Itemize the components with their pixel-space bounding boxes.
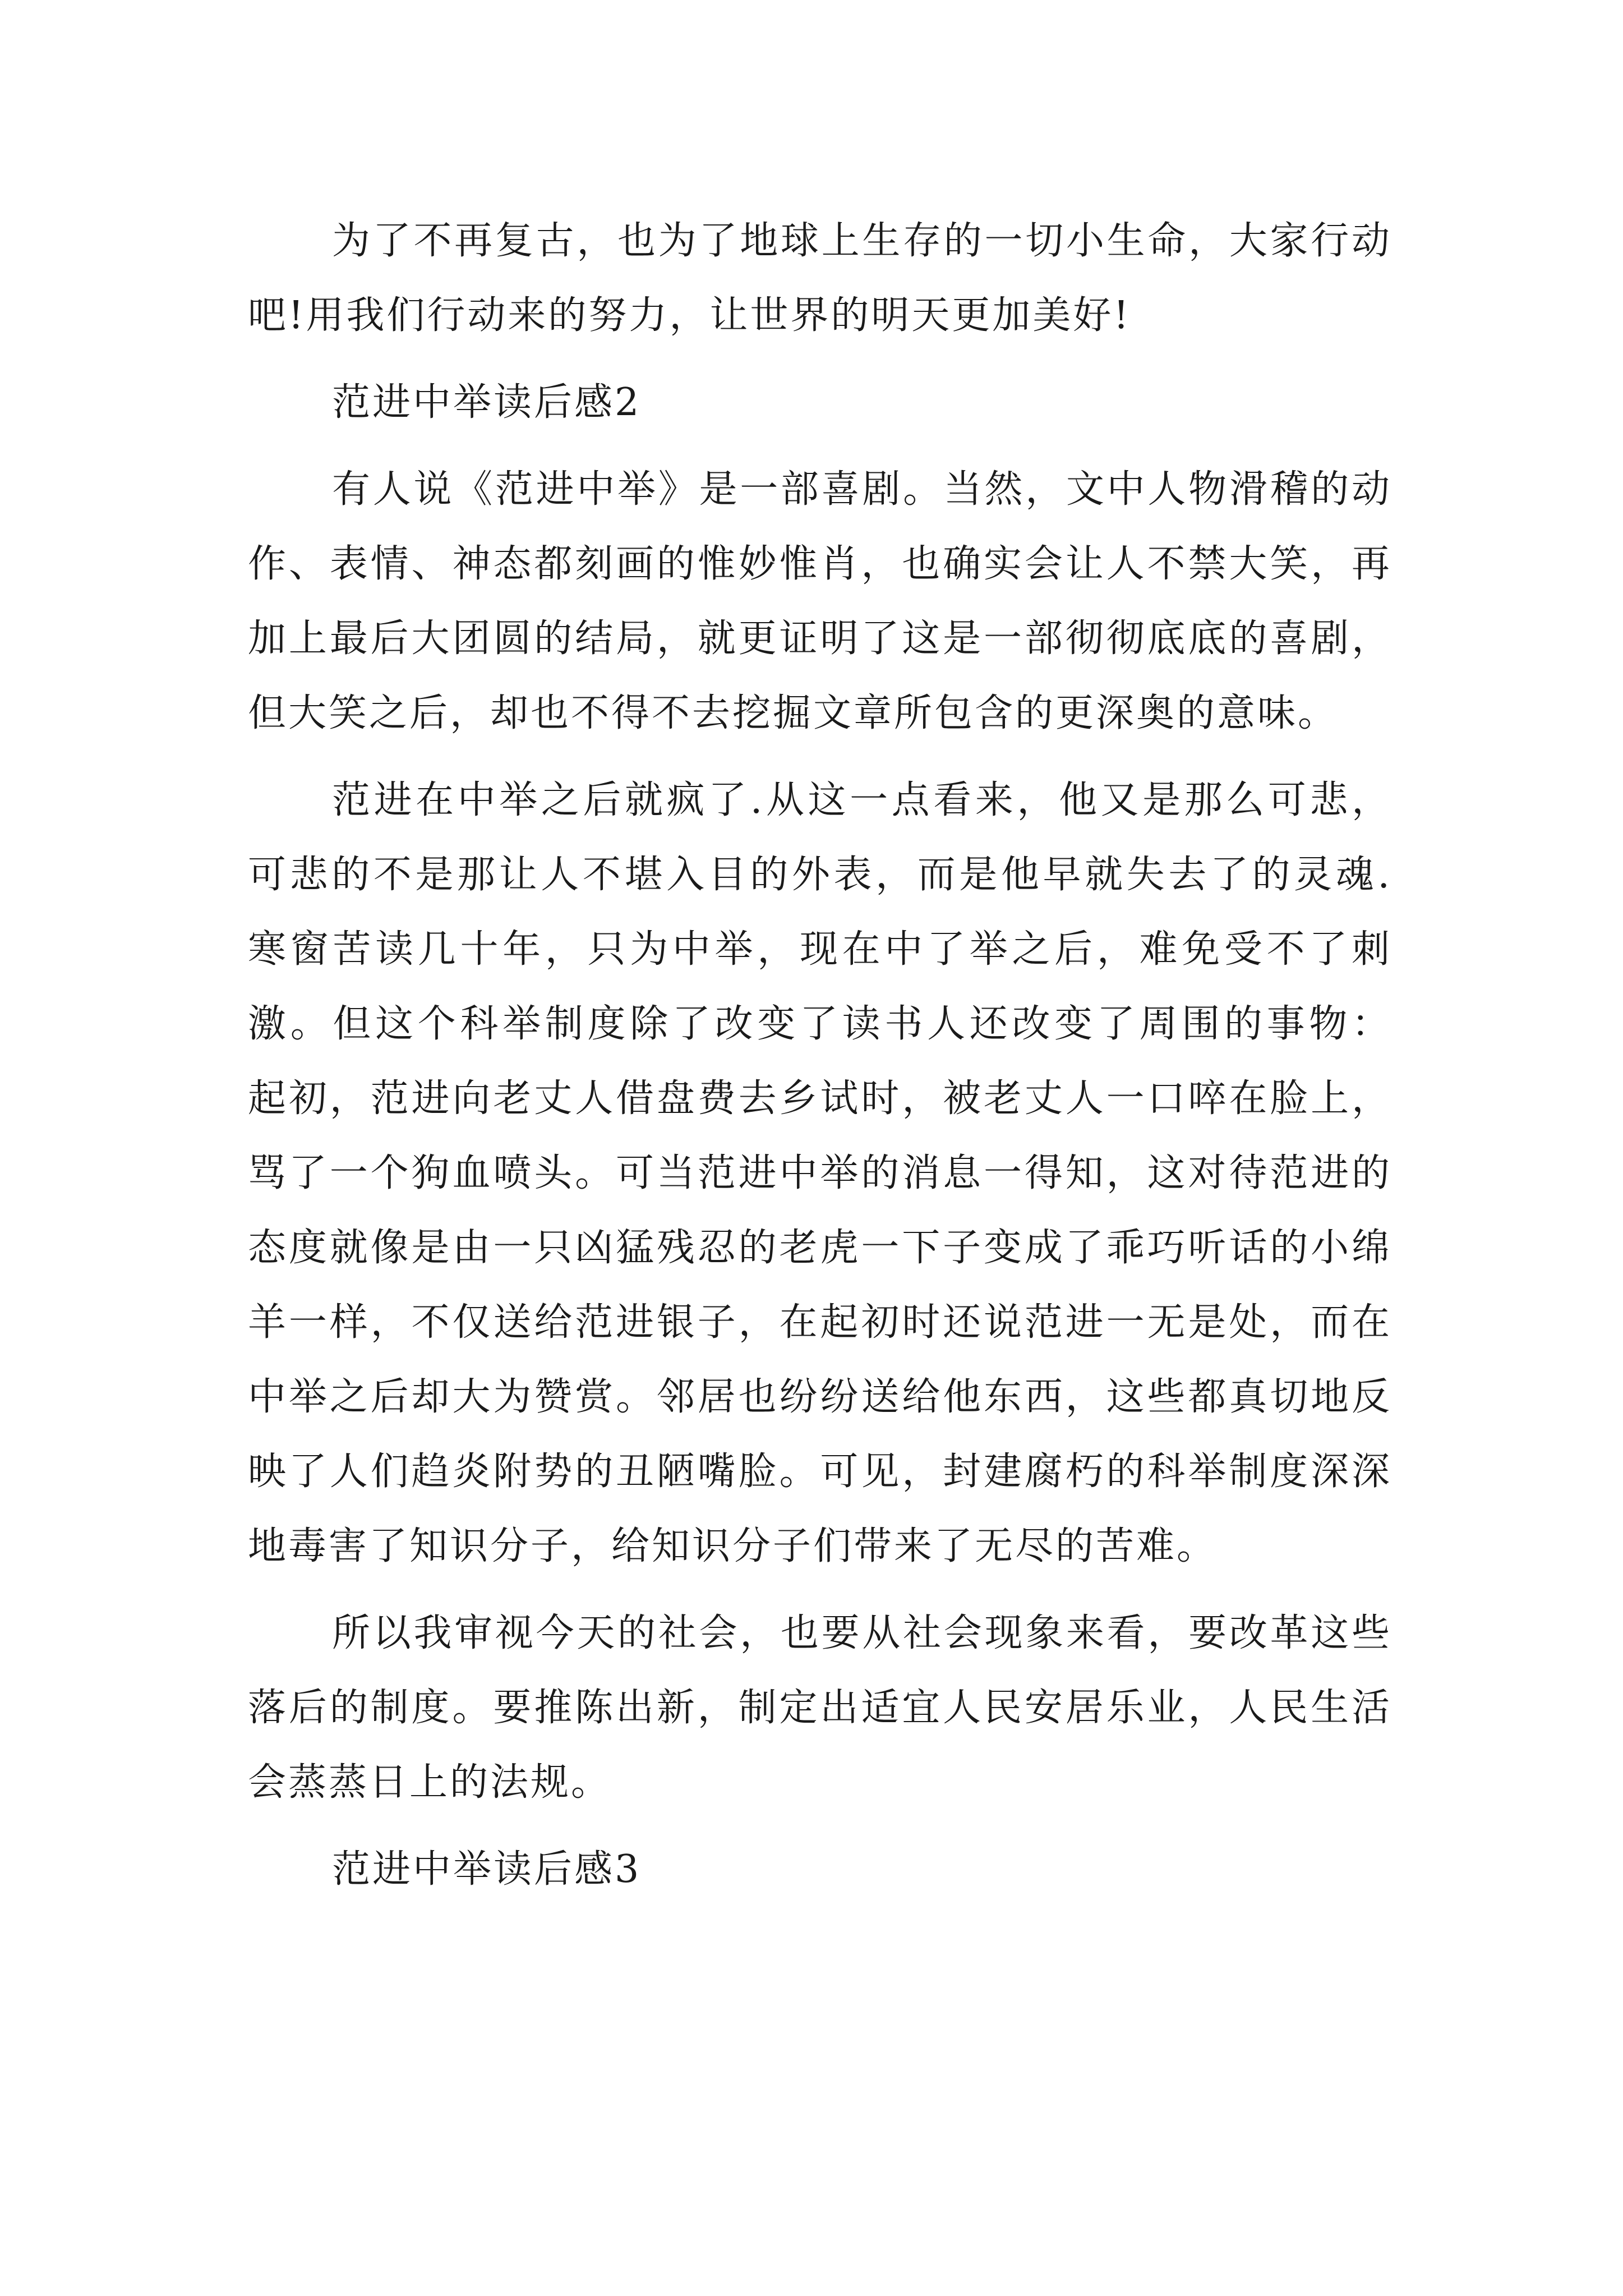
section-heading-3: 范进中举读后感3	[332, 1847, 642, 1892]
paragraph-intro: 有人说《范进中举》是一部喜剧。当然，文中人物滑稽的动作、表情、神态都刻画的惟妙惟肖，也确实会让人不禁大笑，再加上最后大团圆的结局，就更证明了这是一部彻彻底底的喜剧，但大笑之后，却也不得不去挖掘文章所包含的更深奥的意味。	[248, 467, 1392, 735]
paragraph-analysis: 范进在中举之后就疯了.从这一点看来，他又是那么可悲，可悲的不是那让人不堪入目的外表，而是他早就失去了的灵魂.寒窗苦读几十年，只为中举，现在中了举之后，难免受不了刺激。但这个科举制度除了改变了读书人还改变了周围的事物： 起初，范进向老丈人借盘费去乡试时，被老丈人一口啐在脸上，骂了一个狗血喷头。可当范进中举的消息一得知，这对待范进的态度就像是由一只凶猛残忍的老虎一下子变成了乖巧听话的小绵羊一样，不仅送给范进银子，在起初时还说范进一无是处，而在中举之后却大为赞赏。邻居也纷纷送给他东西，这些都真切地反映了人们趋炎附势的丑陋嘴脸。可见，封建腐朽的科举制度深深地毒害了知识分子，给知识分子们带来了无尽的苦难。	[248, 778, 1392, 1568]
section-heading-2: 范进中举读后感2	[332, 380, 642, 425]
paragraph-conclusion: 所以我审视今天的社会，也要从社会现象来看，要改革这些落后的制度。要推陈出新，制定出适宜人民安居乐业，人民生活会蒸蒸日上的法规。	[248, 1611, 1392, 1805]
document-body	[248, 204, 1392, 1907]
paragraph-closing-previous: 为了不再复古，也为了地球上生存的一切小生命，大家行动吧!用我们行动来的努力，让世界的明天更加美好!	[248, 219, 1392, 338]
